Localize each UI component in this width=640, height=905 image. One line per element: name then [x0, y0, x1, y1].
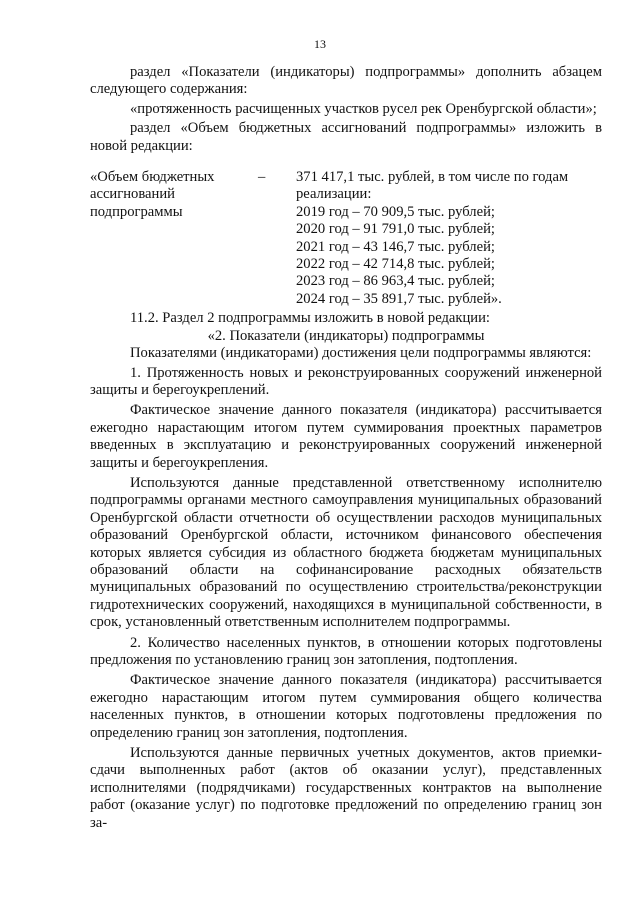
- paragraph: «протяженность расчищенных участков русел рек Оренбургской области»;: [130, 100, 597, 117]
- budget-label-line: «Объем бюджетных: [90, 169, 215, 186]
- paragraph: Фактическое значение данного показателя (индикатора) рассчитывается ежегодно нарастающим итогом путем суммирования проектных параметров введенных в эксплуатацию и реконструированных сооружений инженерной защиты и берегоукрепления.: [90, 402, 602, 471]
- section-heading: 11.2. Раздел 2 подпрограммы изложить в новой редакции:: [130, 310, 490, 327]
- paragraph: Показателями (индикаторами) достижения цели подпрограммы являются:: [130, 345, 592, 362]
- section-title: «2. Показатели (индикаторы) подпрограммы: [207, 327, 485, 344]
- budget-total: 371 417,1 тыс. рублей, в том числе по годам реализации:: [296, 169, 569, 203]
- paragraph: Используются данные представленной ответственному исполнителю подпрограммы органами местного самоуправления муниципальных образований Оренбургской области отчетности об осуществлении расходов муниципальных образований Оренбургской области, источником финансового обеспечения которых является субсидия из областного бюджета бюджетам муниципальных образований области на софинансирование расходных обязательств муниципальных образований по осуществлению строительства/реконструкции гидротехнических сооружений, находящихся в муниципальной собственности, в срок, установленный ответственным исполнителем подпрограммы.: [90, 474, 602, 631]
- budget-year-line: 2019 год – 70 909,5 тыс. рублей;: [296, 203, 495, 220]
- paragraph: Фактическое значение данного показателя (индикатора) рассчитывается ежегодно нарастающим итогом путем суммирования общего количества населенных пунктов, в отношении которых подготовлены предложения по определению границ зон затопления, подтопления.: [90, 672, 602, 741]
- paragraph: 1. Протяженность новых и реконструированных сооружений инженерной защиты и берегоукреплений.: [90, 364, 602, 398]
- budget-year-line: 2021 год – 43 146,7 тыс. рублей;: [296, 238, 495, 255]
- budget-year-line: 2020 год – 91 791,0 тыс. рублей;: [296, 221, 495, 238]
- budget-block: [90, 169, 602, 308]
- paragraph: 2. Количество населенных пунктов, в отношении которых подготовлены предложения по установлению границ зон затопления, подтопления.: [90, 634, 602, 668]
- budget-dash: –: [258, 169, 266, 186]
- budget-year-line: 2022 год – 42 714,8 тыс. рублей;: [296, 256, 495, 273]
- paragraph: Используются данные первичных учетных документов, актов приемки-сдачи выполненных работ (актов об оказании услуг), представленных исполнителями (подрядчиками) государственных контрактов на выполнение работ (оказание услуг) по подготовке предложений по определению границ зон за-: [90, 745, 602, 831]
- budget-year-line: 2024 год – 35 891,7 тыс. рублей».: [296, 290, 502, 307]
- budget-values: [296, 169, 602, 308]
- paragraph: раздел «Объем бюджетных ассигнований подпрограммы» изложить в новой редакции:: [90, 120, 602, 154]
- budget-year-line: 2023 год – 86 963,4 тыс. рублей;: [296, 273, 495, 290]
- page-body: [90, 64, 602, 832]
- budget-label-line: подпрограммы: [90, 203, 183, 220]
- paragraph: раздел «Показатели (индикаторы) подпрограммы» дополнить абзацем следующего содержания:: [90, 64, 602, 98]
- page-number: 13: [314, 37, 326, 51]
- budget-label: [90, 169, 258, 308]
- budget-label-line: ассигнований: [90, 186, 175, 203]
